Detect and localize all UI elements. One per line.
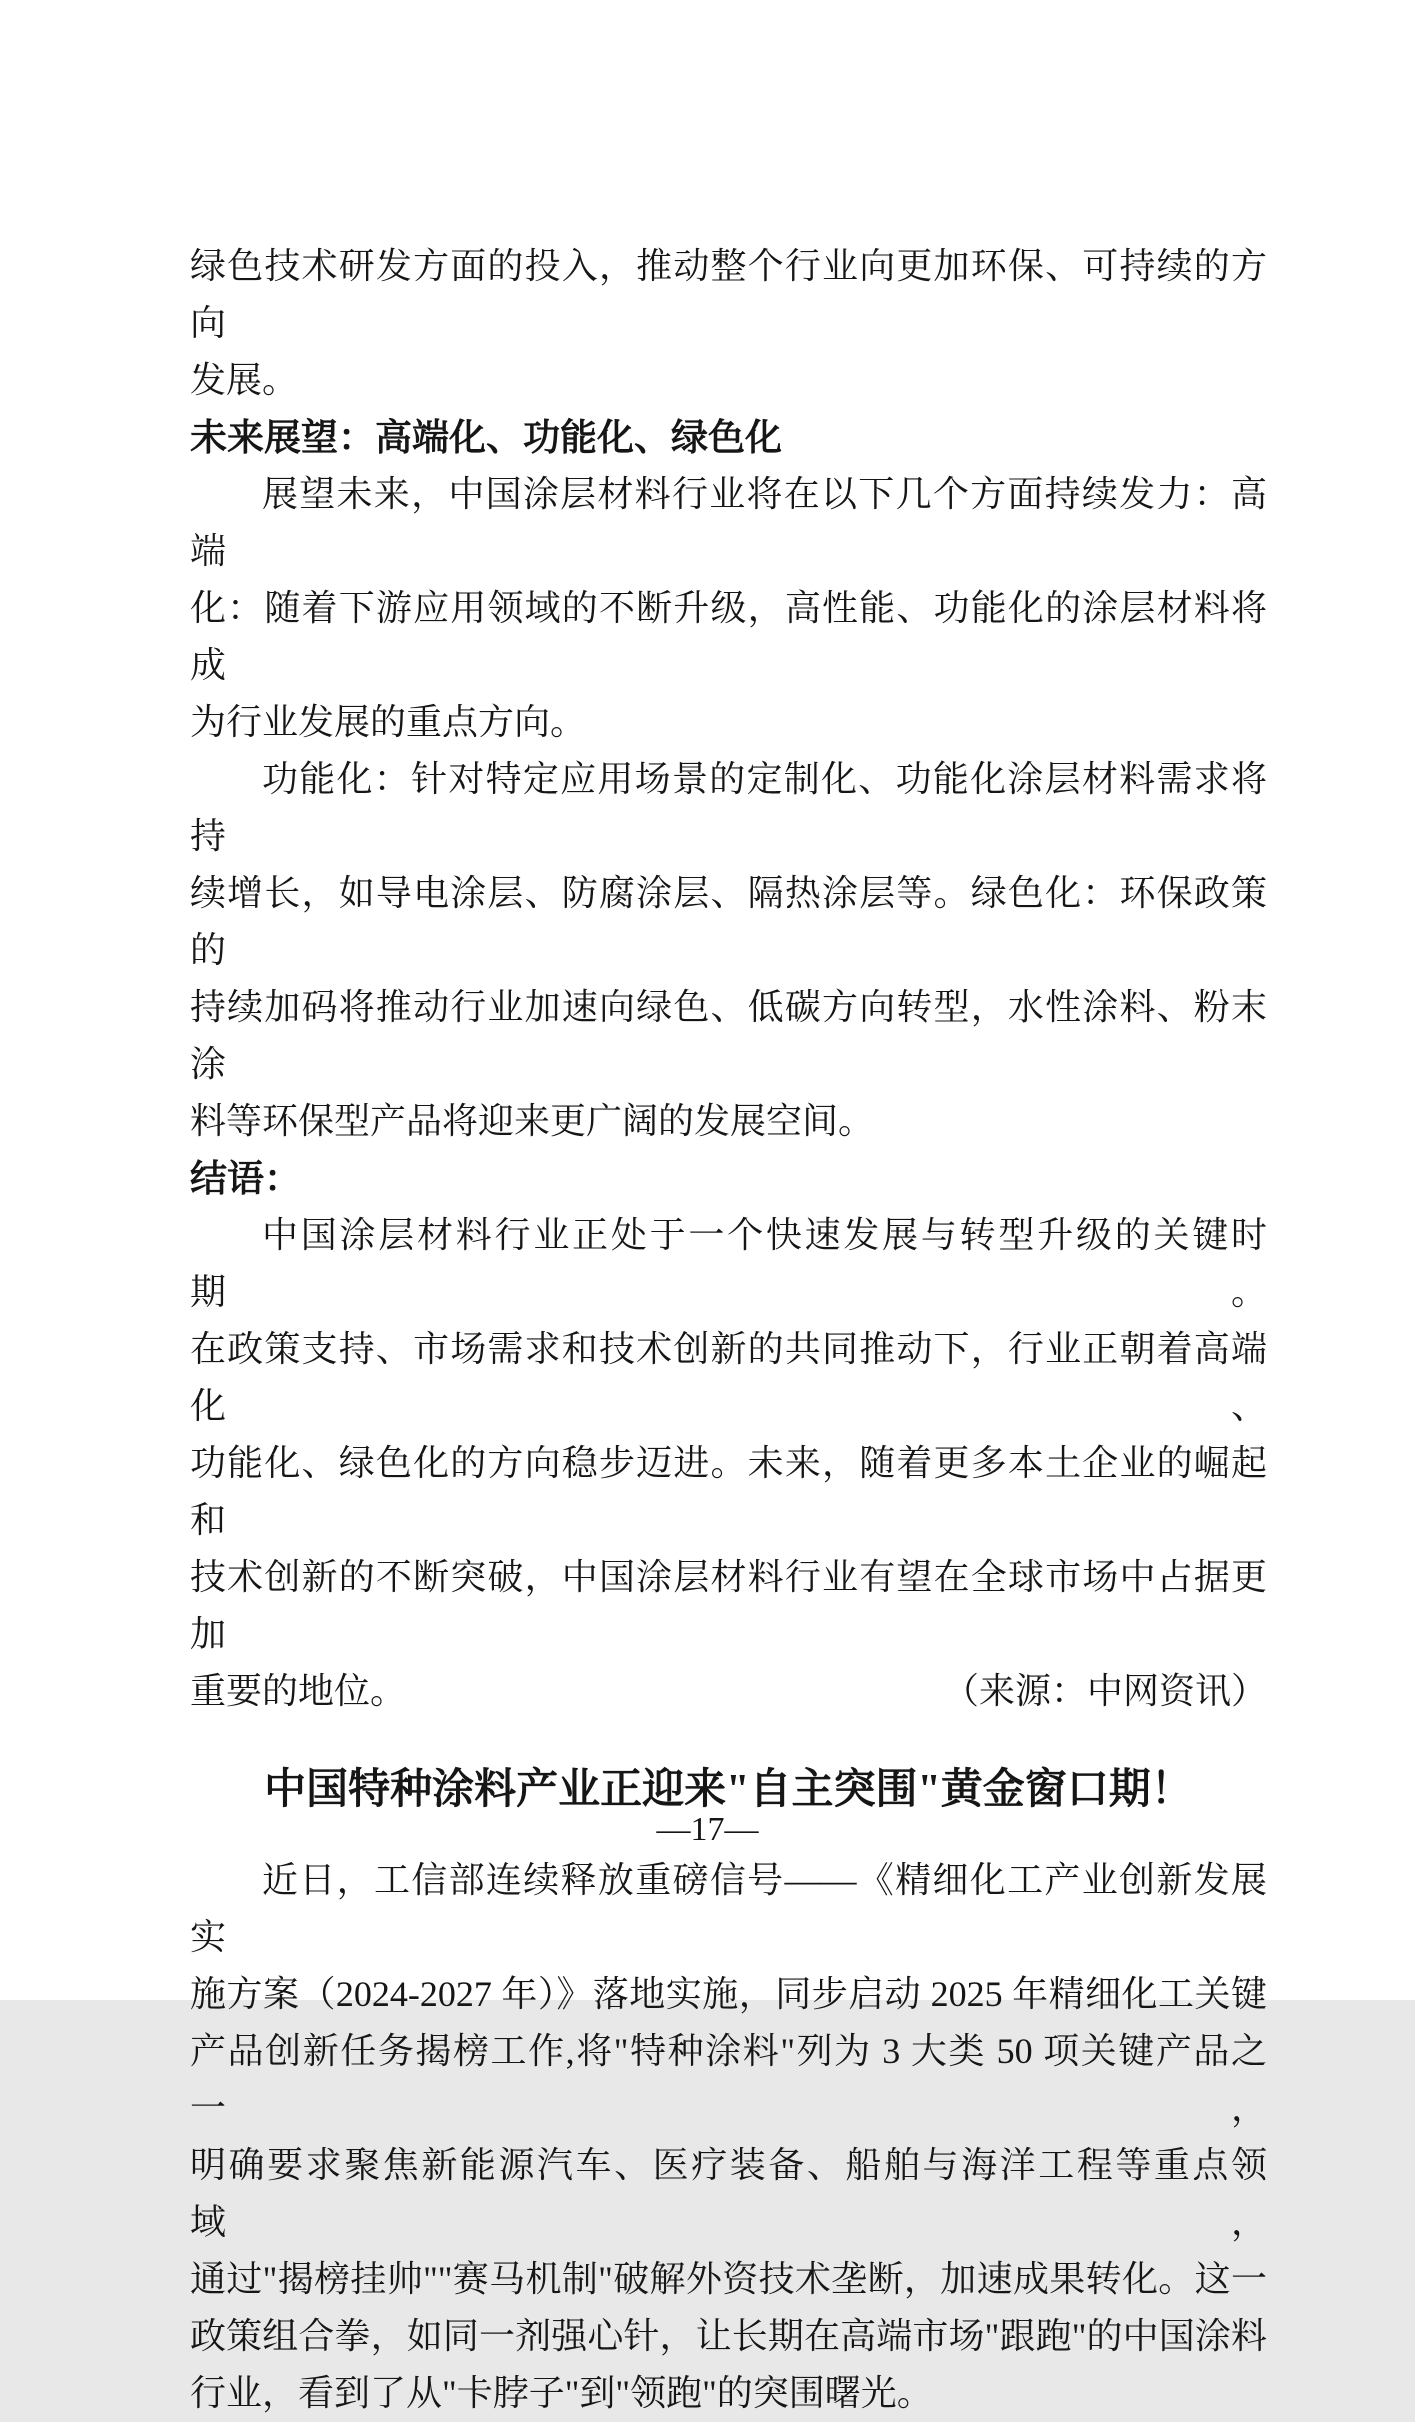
body-line: 通过"揭榜挂帅""赛马机制"破解外资技术垄断，加速成果转化。这一 [190, 2259, 1267, 2299]
source-attribution: （来源：中网资讯） [942, 1671, 1267, 1711]
body-line: 功能化：针对特定应用场景的定制化、功能化涂层材料需求将持 [190, 759, 1267, 856]
body-line: 施方案（2024-2027 年）》落地实施，同步启动 2025 年精细化工关键 [190, 1974, 1267, 2014]
body-line: 绿色技术研发方面的投入，推动整个行业向更加环保、可持续的方向 [190, 246, 1267, 343]
paragraph-last-line [190, 1663, 1267, 1720]
body-line: 政策组合拳，如同一剂强心针，让长期在高端市场"跟跑"的中国涂料 [190, 2316, 1267, 2356]
paragraph [190, 466, 1267, 751]
paragraph [190, 1852, 1267, 2422]
body-line: 行业，看到了从"卡脖子"到"领跑"的突围曙光。 [190, 2373, 933, 2413]
page-number: —17— [656, 1811, 759, 1848]
paragraph [190, 238, 1267, 409]
section-heading: 结语： [190, 1158, 301, 1199]
paragraph [190, 1207, 1267, 1720]
article-title: 中国特种涂料产业正迎来"自主突围"黄金窗口期！ [264, 1767, 1193, 1813]
paragraph-end-text: 重要的地位。 [190, 1671, 407, 1711]
body-line: 功能化、绿色化的方向稳步迈进。未来，随着更多本土企业的崛起和 [190, 1443, 1267, 1540]
body-line: 技术创新的不断突破，中国涂层材料行业有望在全球市场中占据更加 [190, 1557, 1267, 1654]
document-content [190, 238, 1267, 2422]
body-line: 发展。 [190, 360, 299, 400]
body-line: 持续加码将推动行业加速向绿色、低碳方向转型，水性涂料、粉末涂 [190, 987, 1267, 1084]
body-line: 料等环保型产品将迎来更广阔的发展空间。 [190, 1101, 875, 1141]
body-line: 在政策支持、市场需求和技术创新的共同推动下，行业正朝着高端化、 [190, 1329, 1267, 1426]
body-line: 明确要求聚焦新能源汽车、医疗装备、船舶与海洋工程等重点领域， [190, 2145, 1267, 2242]
body-line: 化：随着下游应用领域的不断升级，高性能、功能化的涂层材料将成 [190, 588, 1267, 685]
body-line: 中国涂层材料行业正处于一个快速发展与转型升级的关键时期。 [190, 1215, 1267, 1312]
paragraph [190, 751, 1267, 1150]
body-line: 为行业发展的重点方向。 [190, 702, 587, 742]
body-line: 续增长，如导电涂层、防腐涂层、隔热涂层等。绿色化：环保政策的 [190, 873, 1267, 970]
body-line: 近日，工信部连续释放重磅信号——《精细化工产业创新发展实 [190, 1860, 1267, 1957]
section-heading: 未来展望：高端化、功能化、绿色化 [190, 417, 782, 458]
body-line: 展望未来，中国涂层材料行业将在以下几个方面持续发力：高端 [190, 474, 1267, 571]
body-line: 产品创新任务揭榜工作,将"特种涂料"列为 3 大类 50 项关键产品之一， [190, 2031, 1267, 2128]
